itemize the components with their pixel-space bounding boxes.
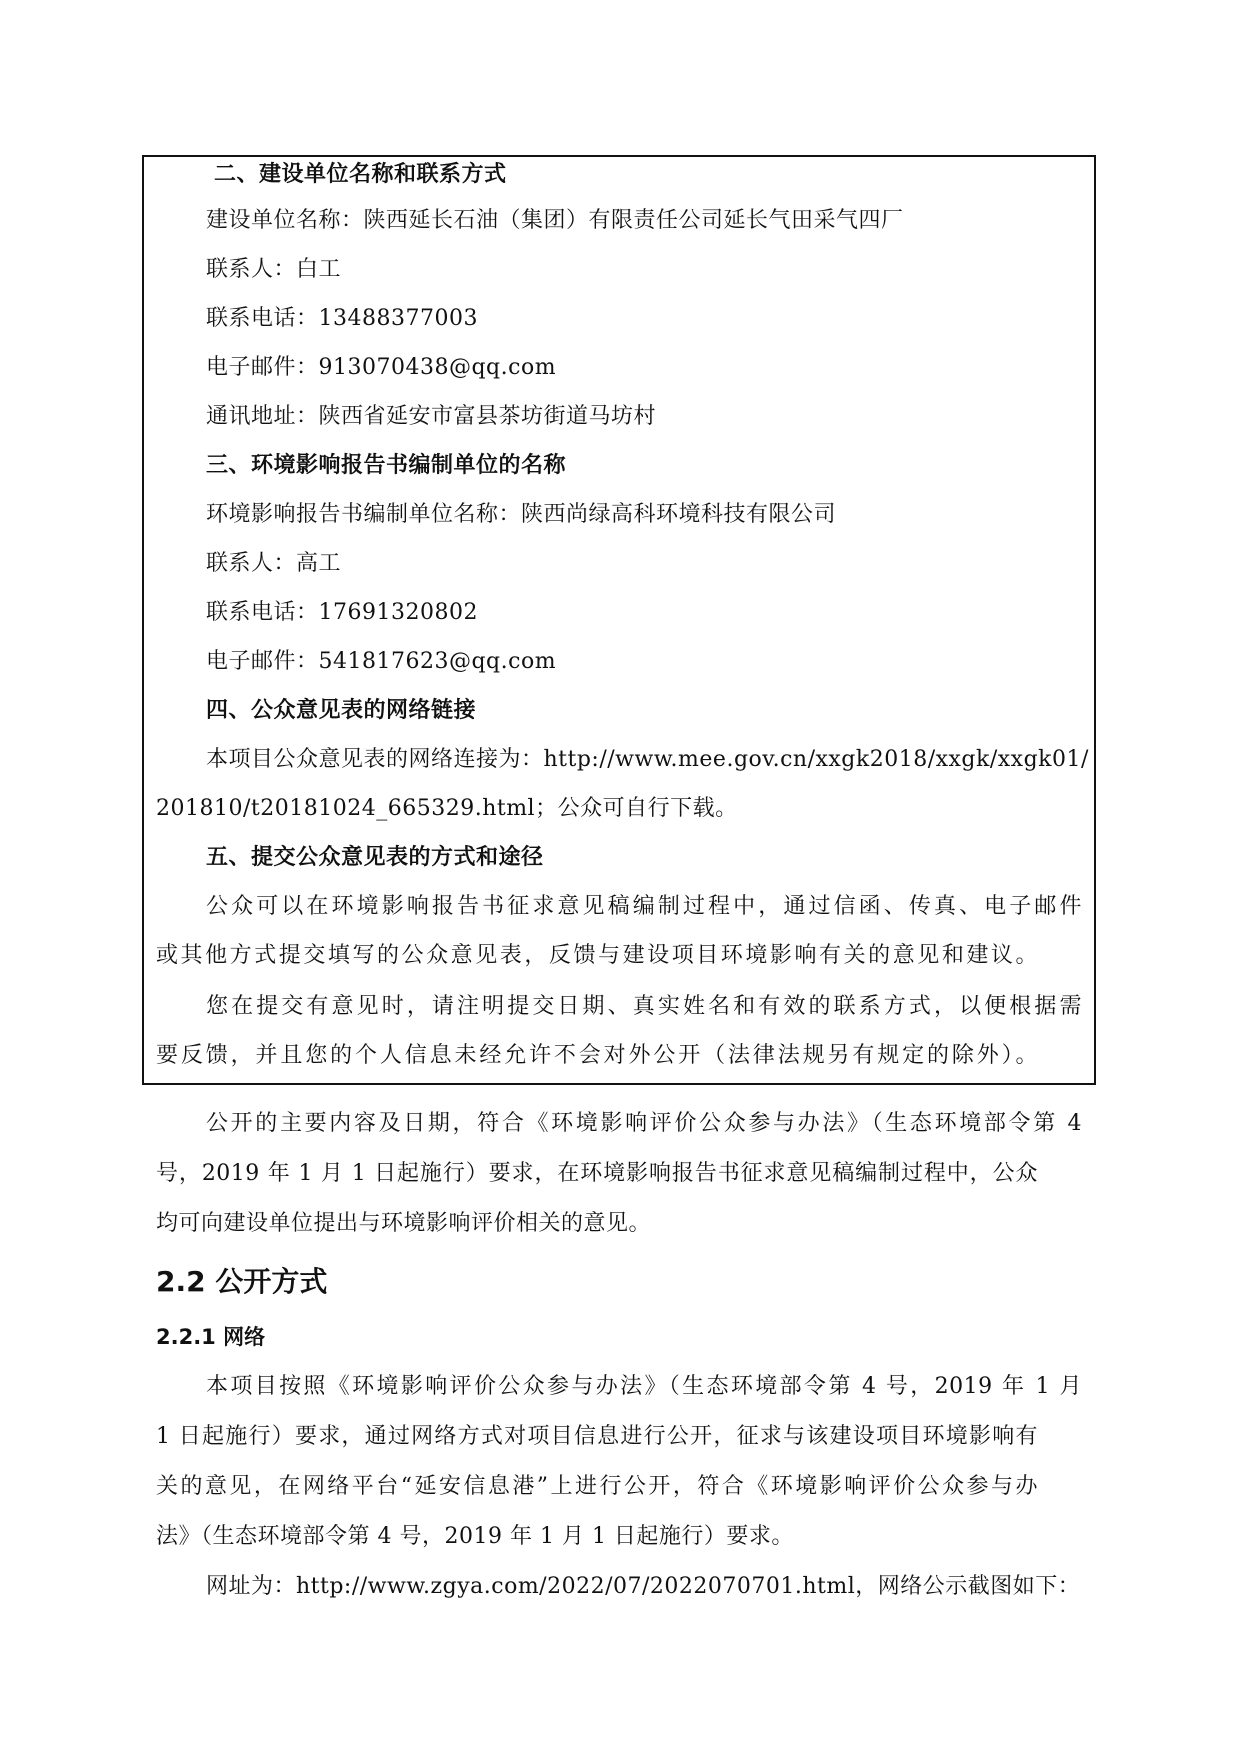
link-line-2: 201810/t20181024_665329.html；公众可自行下载。 bbox=[156, 796, 738, 821]
body-para-2-line-2: 1 日起施行）要求，通过网络方式对项目信息进行公开，征求与该建设项目环境影响有 bbox=[156, 1424, 1038, 1449]
body-para-1-line-3: 均可向建设单位提出与环境影响评价相关的意见。 bbox=[156, 1211, 652, 1236]
body-para-1-line-1: 公开的主要内容及日期，符合《环境影响评价公众参与办法》（生态环境部令第 4 bbox=[206, 1111, 1082, 1136]
body-para-2-line-1: 本项目按照《环境影响评价公众参与办法》（生态环境部令第 4 号，2019 年 1 月 bbox=[206, 1374, 1082, 1399]
builder-contact: 联系人：白工 bbox=[206, 257, 342, 282]
builder-email: 电子邮件：913070438@qq.com bbox=[206, 355, 557, 380]
builder-name: 建设单位名称：陕西延长石油（集团）有限责任公司延长气田采气四厂 bbox=[206, 208, 904, 233]
section-4-heading: 四、公众意见表的网络链接 bbox=[206, 698, 477, 723]
submit-para-1-line-1: 公众可以在环境影响报告书征求意见稿编制过程中，通过信函、传真、电子邮件 bbox=[206, 894, 1082, 919]
link-line-1: 本项目公众意见表的网络连接为：http://www.mee.gov.cn/xxgk2018/xxgk/xxgk01/ bbox=[206, 747, 1089, 772]
section-3-heading: 三、环境影响报告书编制单位的名称 bbox=[206, 453, 567, 478]
preparer-phone: 联系电话：17691320802 bbox=[206, 600, 478, 625]
section-title-2-2: 2.2 公开方式 bbox=[156, 1265, 328, 1298]
body-para-2-line-3: 关的意见，在网络平台“延安信息港”上进行公开，符合《环境影响评价公众参与办 bbox=[156, 1474, 1038, 1499]
body-para-3-url: 网址为：http://www.zgya.com/2022/07/2022070701.html，网络公示截图如下： bbox=[206, 1574, 1081, 1599]
section-2-heading: 二、建设单位名称和联系方式 bbox=[214, 162, 507, 187]
preparer-contact: 联系人：高工 bbox=[206, 551, 342, 576]
section-title-2-2-1: 2.2.1 网络 bbox=[156, 1325, 266, 1349]
submit-para-2-line-1: 您在提交有意见时，请注明提交日期、真实姓名和有效的联系方式，以便根据需 bbox=[206, 994, 1082, 1019]
body-para-2-line-4: 法》（生态环境部令第 4 号，2019 年 1 月 1 日起施行）要求。 bbox=[156, 1524, 794, 1549]
preparer-name: 环境影响报告书编制单位名称：陕西尚绿高科环境科技有限公司 bbox=[206, 502, 837, 527]
submit-para-2-line-2: 要反馈，并且您的个人信息未经允许不会对外公开（法律法规另有规定的除外）。 bbox=[156, 1043, 1038, 1068]
builder-phone: 联系电话：13488377003 bbox=[206, 306, 478, 331]
submit-para-1-line-2: 或其他方式提交填写的公众意见表，反馈与建设项目环境影响有关的意见和建议。 bbox=[156, 943, 1038, 968]
body-para-1-line-2: 号，2019 年 1 月 1 日起施行）要求，在环境影响报告书征求意见稿编制过程中，公众 bbox=[156, 1161, 1038, 1186]
preparer-email: 电子邮件：541817623@qq.com bbox=[206, 649, 557, 674]
builder-address: 通讯地址：陕西省延安市富县茶坊街道马坊村 bbox=[206, 404, 657, 429]
section-5-heading: 五、提交公众意见表的方式和途径 bbox=[206, 845, 544, 870]
